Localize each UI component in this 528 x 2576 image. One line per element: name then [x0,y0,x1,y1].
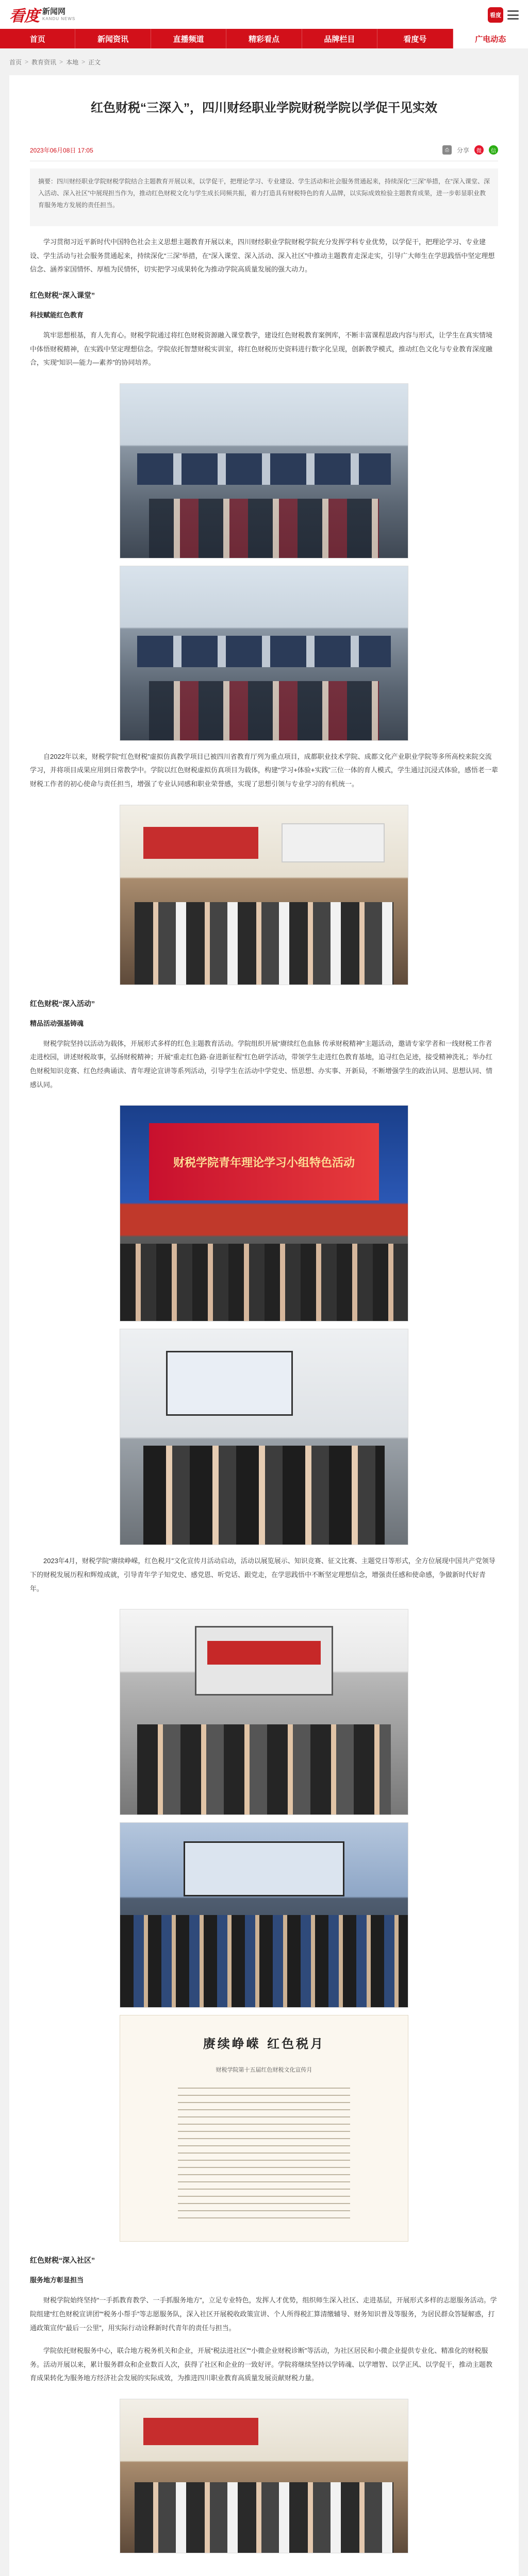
subheading-community: 服务地方彰显担当 [30,2276,84,2284]
paragraph-community: 财税学院始终坚持“一手抓教育教学、一手抓服务地方”，立足专业特色，发挥人才优势，组织师生深入社区、走进基层，开展形式多样的志愿服务活动。学院组建“红色财税宣讲团”“税务小帮手”等志愿服务队，深入社区开展税收政策宣讲、个人所得税汇算清缴辅导、财务知识普及等服务，为居民群众答疑解惑，打通政策宣传“最后一公里”，用实际行动诠释新时代青年的责任与担当。 [30,2296,497,2332]
stage-banner-text: 财税学院青年理论学习小组特色活动 [149,1123,379,1200]
photo-lecture-hall-2 [120,1822,408,2008]
nav-item-news[interactable]: 新闻资讯 [75,29,151,48]
logo-name-text: 新闻网 [42,7,66,16]
poster-title: 赓续峥嵘 红色税月 [203,2036,325,2052]
breadcrumb-home[interactable]: 首页 [9,58,22,66]
wechat-share-icon[interactable]: 信 [489,145,498,155]
paragraph-service: 学院依托财税服务中心，联合地方税务机关和企业，开展“税法进社区”“小微企业财税诊断”等活动，为社区居民和小微企业提供专业化、精准化的财税服务。活动开展以来，累计服务群众和企业数百人次，获得了社区和企业的一致好评。学院将继续坚持以学铸魂、以学增智、以学正风、以学促干，推动主题教育成果转化为服务地方经济社会发展的实际成效，为推进四川职业教育高质量发展贡献财税力量。 [30,2347,493,2382]
logo-name [42,8,75,21]
nav-item-highlights[interactable]: 精彩看点 [226,29,302,48]
paragraph-virtual-sim: 自2022年以来，财税学院“红色财税”虚拟仿真教学项目已被四川省教育厅列为重点项目，成都职业技术学院、成都文化产业职业学院等多所高校来院交流学习，并将项目成果应用到日常教学中。学院以红色财税虚拟仿真项目为载体，构建“学习+体验+实践”三位一体的育人模式，学生通过沉浸式体验，感悟老一辈财税工作者的初心使命与责任担当，增强了专业认同感和职业荣誉感，实现了思想引领与专业学习的有机统一。 [30,752,498,788]
nav-item-brand[interactable]: 品牌栏目 [302,29,377,48]
photo-stage-event [120,1105,408,1321]
article-card [9,75,519,2576]
publish-date: 2023年06月08日 17:05 [30,146,93,154]
photo-poster [120,2015,408,2242]
print-icon[interactable]: ⎙ [442,145,452,155]
article-summary: 摘要：四川财经职业学院财税学院结合主题教育开展以来，以学促干，把理论学习、专业建设、学生活动和社会服务贯通起来，持续深化“三深”举措，在“深入课堂、深入活动、深入社区”中展现担当作为，推动红色财税文化与学生成长同频共振，着力打造具有财税特色的育人品牌，以实际成效检验主题教育成果，进一步彰显职业教育服务地方发展的责任担当。 [30,168,498,226]
photo-community-service [120,2399,408,2553]
weibo-share-icon[interactable]: 微 [474,145,484,155]
photo-computer-lab-2 [120,566,408,741]
nav-item-home[interactable]: 首页 [0,29,75,48]
share-label: 分享 [456,146,469,154]
article-meta [30,145,498,161]
photo-seminar [120,1329,408,1545]
nav-item-kandu-account[interactable]: 看度号 [377,29,453,48]
section-heading-community: 红色财税“深入社区” [30,2256,95,2265]
logo-tagline: KANDU NEWS [42,16,76,21]
main-nav [0,29,528,48]
breadcrumb-local[interactable]: 本地 [66,58,79,66]
subheading-activities: 精品活动强基铸魂 [30,1019,84,1027]
site-header [0,0,528,29]
breadcrumb: 首页 > 教育资讯 > 本地 > 正文 [9,58,101,66]
logo-mark: 看度 [9,7,39,25]
header-actions [488,7,519,23]
app-download-icon[interactable]: 看度 [488,7,503,23]
breadcrumb-education[interactable]: 教育资讯 [31,58,57,66]
photo-computer-lab-1 [120,383,408,558]
nav-item-broadcast[interactable]: 广电动态 [453,29,528,48]
subheading-tech: 科技赋能红色教育 [30,311,84,319]
paragraph-culture-month: 2023年4月，财税学院“赓续峥嵘，红色税月”文化宣传月活动启动，活动以展览展示、知识竞赛、征文比赛、主题党日等形式，全方位展现中国共产党领导下的财税发展历程和辉煌成就，引导青年学子知党史、感党恩、听党话、跟党走，在学思践悟中不断坚定理想信念，增强责任感和使命感，争做新时代好青年。 [30,1557,496,1592]
paragraph-intro: 学习贯彻习近平新时代中国特色社会主义思想主题教育开展以来，四川财经职业学院财税学院充分发挥学科专业优势，以学促干，把理论学习、专业建设、学生活动与社会服务贯通起来，持续深化“三深”举措，在“深入课堂、深入活动、深入社区”中推动主题教育走深走实，引导广大师生在学思践悟中坚定理想信念、涵养家国情怀、厚植为民情怀，切实把学习成果转化为推动学院高质量发展的强大动力。 [30,238,495,274]
share-tools [442,145,498,155]
photo-visitors-group [120,805,408,985]
paragraph-classroom: 筑牢思想根基，育人先育心。财税学院通过将红色财税资源融入课堂教学，建设红色财税教育案例库，不断丰富课程思政内容与形式，让学生在真实情境中体悟财税精神，在实践中坚定理想信念。学院依托智慧财税实训室，将红色财税历史资料进行数字化呈现，创新教学模式，推动红色文化与专业教育深度融合，实现“知识—能力—素养”的协同培养。 [30,331,493,367]
section-heading-activities: 红色财税“深入活动” [30,999,95,1008]
poster-subtitle: 财税学院第十五届红色财税文化宣传月 [216,2066,312,2073]
menu-icon[interactable] [507,10,519,20]
breadcrumb-current: 正文 [88,58,101,66]
photo-lecture-hall-1 [120,1609,408,1815]
article-title: 红色财税“三深入”，四川财经职业学院财税学院以学促干见实效 [91,101,437,115]
site-logo[interactable] [9,3,75,26]
nav-item-live[interactable]: 直播频道 [151,29,226,48]
section-heading-classroom: 红色财税“深入课堂” [30,291,95,299]
paragraph-activities: 财税学院坚持以活动为载体，开展形式多样的红色主题教育活动。学院组织开展“赓续红色血脉 传承财税精神”主题活动，邀请专家学者和一线财税工作者走进校园，讲述财税故事，弘扬财税精神；开展“重走红色路·奋进新征程”红色研学活动，带领学生走进红色教育基地，追寻红色足迹，接受精神洗礼；举办红色财税知识竞赛、红色经典诵读、青年理论宣讲等系列活动，引导学生在活动中学党史、悟思想、办实事、开新局，不断增强学生的政治认同、思想认同、情感认同。 [30,1039,493,1089]
